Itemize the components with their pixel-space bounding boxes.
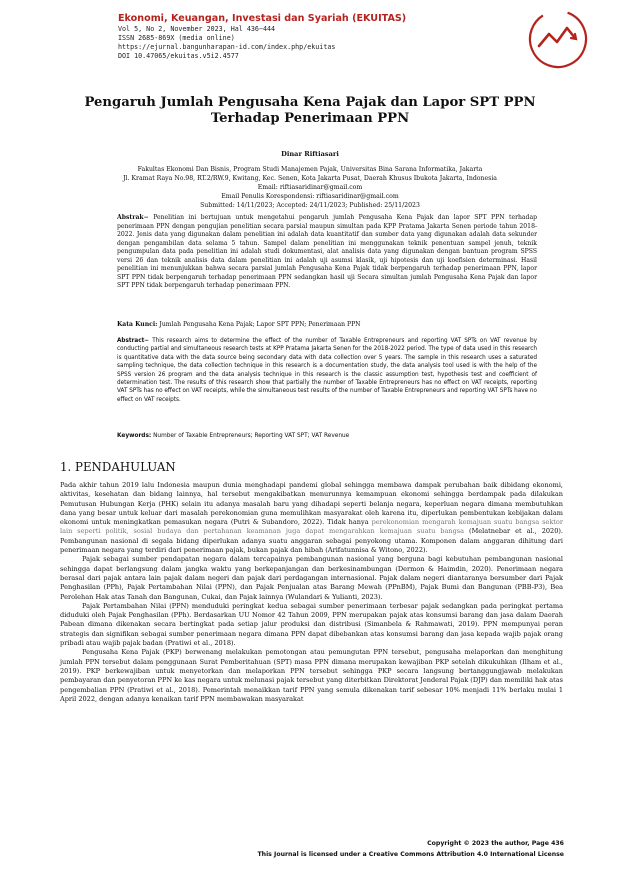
journal-logo-icon: [527, 8, 589, 70]
journal-doi[interactable]: DOI 10.47065/ekuitas.v5i2.4577: [118, 52, 239, 60]
journal-logo: [527, 8, 589, 70]
kata-kunci-block: [117, 321, 537, 330]
journal-issn: ISSN 2685-869X (media online): [118, 34, 235, 42]
body-text: [60, 481, 563, 704]
abstract-en-text: This research aims to determine the effect of the number of Taxable Entrepreneurs and reporting VAT SPTs on VAT revenue by conducting partial and simultaneous research tests at KPP Pratama Jakarta Senen for the 2018-2022 period. The type of data used in this research is quantitative data with the data source being secondary data with data collection over 5 years. The sample in this research uses a saturated sampling technique, the data collection technique in this research is a documentation study, the data analysis tool used is with the help of the SPSS version 26 program and the data analysis technique in this research is the classic assumption test, hypothesis test and coefficient of determination test. The results of this research show that partially the number of Taxable Entrepreneurs has no effect on VAT receipts, reporting VAT SPTs has no effect on VAT receipts, while the simultaneous test results of the number of Taxable Entrepreneurs and reporting VAT SPTs have no effect on VAT receipts.: [117, 338, 537, 403]
abstract-en-label: Abstract−: [117, 338, 150, 344]
abstract-en-block: [117, 337, 537, 404]
affiliation-faculty: Fakultas Ekonomi Dan Bisnis, Program Studi Manajemen Pajak, Universitas Bina Sarana Informatika, Jakarta: [137, 166, 483, 173]
kata-kunci-label: Kata Kunci:: [117, 321, 158, 328]
body-paragraph-2: Pajak sebagai sumber pendapatan negara dalam tercapainya pembangunan nasional yang berguna bagi kebutuhan pembangunan nasional sehingga dapat berlangsung dalam jangka waktu yang berkepanjangan dan berkesinambungan (Dermon & Haimdin, 2020). Penerimaan negara berasal dari pajak antara lain pajak dalam negeri dan pajak dari perdagangan internasional. Pajak dalam negeri diantaranya bersumber dari Pajak Penghasilan (PPh), Pajak Pertambahan Nilai (PPN), dan Pajak Penjualan atas Barang Mewah (PPnBM), Pajak Bumi dan Bangunan (PBB-P3), Bea Perolehan Hak atas Tanah dan Bangunan, Cukai, dan Pajak lainnya (Wulandari & Yulianti, 2023).: [60, 555, 563, 601]
submission-dates: Submitted: 14/11/2023; Accepted: 24/11/2023; Published: 25/11/2023: [200, 202, 420, 209]
body-paragraph-1: [60, 481, 563, 555]
author-name: Dinar Riftiasari: [281, 150, 339, 158]
body-paragraph-3: Pajak Pertambahan Nilai (PPN) menduduki peringkat kedua sebagai sumber penerimaan terbesar pajak sedangkan pada peringkat pertama diduduki oleh Pajak Penghasilan (PPh). Berdasarkan UU Nomor 42 Tahun 2009, PPN merupakan pajak atas konsumsi barang dan jasa dalam Daerah Pabean dimana dikenakan secara bertingkat pada setiap jalur produksi dan distribusi (Simanbela & Rahmawati, 2019). PPN mempunyai peran strategis dan signifikan sebagai sumber penerimaan negara dimana PPN dapat dibebankan atas konsumsi barang dan jasa kepada wajib pajak orang pribadi atau wajib pajak badan (Pratiwi et al., 2018).: [60, 601, 563, 648]
paper-title-line2: Terhadap Penerimaan PPN: [210, 111, 410, 126]
keywords-en-block: [117, 432, 537, 441]
journal-url[interactable]: https://ejurnal.bangunharapan-id.com/index.php/ekuitas: [118, 43, 336, 51]
journal-name: Ekonomi, Keuangan, Investasi dan Syariah (EKUITAS): [118, 13, 407, 24]
affiliation-email[interactable]: Email: riftiasaridinar@gmail.com: [257, 184, 363, 191]
body-paragraph-4: Pengusaha Kena Pajak (PKP) berwenang melakukan pemotongan atau pemungutan PPN tersebut, pengusaha melaporkan dan menghitung jumlah PPN tersebut dalam penggunaan Surat Pemberitahuan (SPT) masa PPN dimana merupakan kewajiban PKP setelah dikukuhkan (Ilham et al., 2019). PKP berkewajiban untuk menyetorkan dan melaporkan PPN tersebut sehingga PKP secara langsung bertanggungjawab melakukan pembayaran dan penyetoran PPN ke kas negara untuk melunasi pajak tersebut yang diterbitkan Direktorat Jenderal Pajak (DJP) dan memiliki hak atas pengembalian PPN (Pratiwi et al., 2018). Pemerintah menaikkan tarif PPN yang semula dikenakan tarif sebesar 10% menjadi 11% berlaku mulai 1 April 2022, dengan adanya kenaikan tarif PPN membawakan masyarakat: [60, 648, 563, 703]
abstrak-block: [117, 214, 537, 291]
footer-license[interactable]: This Journal is licensed under a Creative Commons Attribution 4.0 International License: [257, 851, 564, 858]
keywords-en-text: Number of Taxable Entrepreneurs; Reporting VAT SPT; VAT Revenue: [153, 433, 350, 439]
abstrak-label: Abstrak−: [117, 214, 149, 221]
affiliation-correspondence[interactable]: Email Penulis Korespondensi: riftiasaridinar@gmail.com: [221, 193, 399, 200]
journal-header: [118, 13, 518, 61]
keywords-en-label: Keywords:: [117, 433, 152, 439]
body-p1-text-b: (Melatnebar et al., 2020). Pembangunan nasional di segala bidang diperlukan adanya suatu anggaran sebagai penyokong utama. Komponen dalam anggaran dihitung dari penerimaan negara yang terdiri dari penerimaan pajak, bukan pajak dan hibah (Arifatunnisa & Witono, 2022).: [60, 527, 564, 555]
paper-title: [60, 95, 560, 127]
kata-kunci-text: Jumlah Pengusaha Kena Pajak; Lapor SPT PPN; Penerimaan PPN: [159, 321, 361, 328]
paper-title-line1: Pengaruh Jumlah Pengusaha Kena Pajak dan Lapor SPT PPN: [84, 95, 536, 110]
body-p1-text-a: Pada akhir tahun 2019 lalu Indonesia maupun dunia menghadapi pandemi global sehingga membawa dampak perubahan baik dibidang ekonomi, aktivitas, kesehatan dan bidang lainnya, hal tersebut mengakibatkan menurunnya kemampuan ekonomi sehingga berdampak pada dilakukan Pemutusan Hubungan Kerja (PHK) selain itu adanya masalah baru yang dihadapi seperti belanja negara, keperluan negara dimana membutuhkan dana yang besar untuk keluar dari masalah perekonomian guna memulihkan masyarakat oleh karena itu, diperlukan pembentukan kebijakan dalam ekonomi untuk meningkatkan pemasukan negara (Putri & Subandoro, 2022). Tidak hanya: [60, 481, 563, 527]
section-title: 1. PENDAHULUAN: [60, 460, 176, 474]
footer-copyright: Copyright © 2023 the author, Page 436: [427, 840, 564, 847]
body-p1-text-gray: perekonomian mengarah kemajuan suatu bangsa sektor lain seperti politik, sosial budaya dan pertahanan keamanan juga dapat mengarahkan kemajuan suatu bangsa: [60, 518, 563, 536]
abstrak-text: Penelitian ini bertujuan untuk mengetahui pengaruh jumlah Pengusaha Kena Pajak dan lapor SPT PPN terhadap penerimaan PPN dengan pengujian penelitian secara parsial maupun simultan pada KPP Pratama Jakarta Senen periode tahun 2018-2022. Jenis data yang digunakan dalam penelitian ini adalah data kuantitatif dan sumber data yang digunakan adalah data sekunder dengan pengambilan data selama 5 tahun. Sampel dalam penelitian ini menggunakan teknik penentuan sampel jenuh, teknik pengumpulan data pada penelitian ini adalah studi dokumentasi, alat analisis data yang digunakan dengan bantuan program SPSS versi 26 dan teknik analisis data dalam penelitian ini adalah uji asumsi klasik, uji hipotesis dan uji koefisien determinasi. Hasil penelitian ini menunjukkan bahwa secara parsial jumlah Pengusaha Kena Pajak tidak berpengaruh terhadap penerimaan PPN, lapor SPT PPN tidak berpengaruh terhadap penerimaan PPN sedangkan hasil uji Secara simultan jumlah Pengusaha Kena Pajak dan lapor SPT PPN tidak berpengaruh terhadap penerimaan PPN.: [117, 214, 537, 289]
journal-volume: Vol 5, No 2, November 2023, Hal 436−444: [118, 25, 276, 33]
affiliation-address: Jl. Kramat Raya No.98, RT.2/RW.9, Kwitang, Kec. Senen, Kota Jakarta Pusat, Daerah Khusus Ibukota Jakarta, Indonesia: [123, 175, 497, 182]
